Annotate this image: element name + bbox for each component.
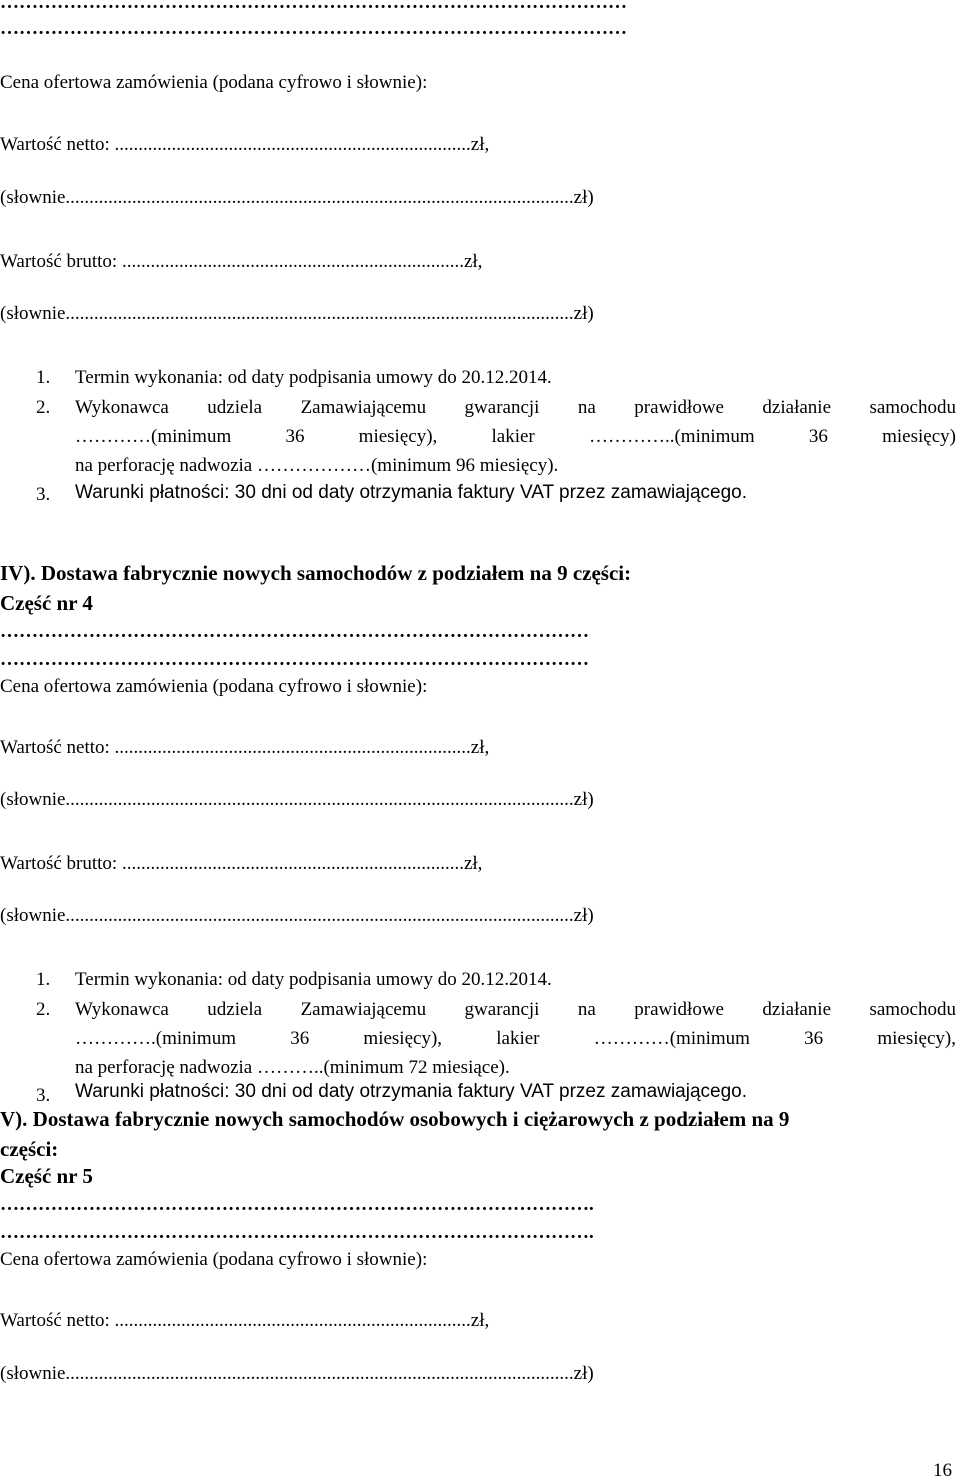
- item-warranty-line-2: …………(minimum 36 miesięcy), lakier …………..(minimum 36 miesięcy): [75, 426, 956, 447]
- section-5-part-title: Część nr 5: [0, 1164, 93, 1188]
- net-value-line: Wartość netto: ...........................................................................zł,: [0, 134, 490, 155]
- item-number: 3.: [36, 1085, 51, 1106]
- price-heading: Cena ofertowa zamówienia (podana cyfrowo i słownie):: [0, 1249, 428, 1270]
- page-number: 16: [933, 1460, 952, 1481]
- section-4-dotted-line-2: …………………………………………………………………………………: [0, 649, 589, 670]
- section-4-heading: IV). Dostawa fabrycznie nowych samochodów z podziałem na 9 części:: [0, 561, 632, 585]
- section-5-heading: V). Dostawa fabrycznie nowych samochodów osobowych i ciężarowych z podziałem na 9: [0, 1107, 790, 1131]
- gross-value-words-line: (słownie...........................................................................................................zł): [0, 303, 594, 324]
- net-value-words-line: (słownie...........................................................................................................zł): [0, 187, 594, 208]
- net-value-words-line: (słownie...........................................................................................................zł): [0, 1363, 594, 1384]
- section-4-dotted-line-1: …………………………………………………………………………………: [0, 621, 589, 642]
- section-4-part-title: Część nr 4: [0, 591, 93, 615]
- top-dotted-line-1: ………………………………………………………………………………………: [0, 0, 627, 13]
- price-heading: Cena ofertowa zamówienia (podana cyfrowo i słownie):: [0, 676, 428, 697]
- item-deadline: Termin wykonania: od daty podpisania umowy do 20.12.2014.: [75, 969, 552, 990]
- item-number: 1.: [36, 367, 51, 388]
- item-payment-terms: Warunki płatności: 30 dni od daty otrzymania faktury VAT przez zamawiającego.: [75, 482, 747, 503]
- item-number: 2.: [36, 397, 51, 418]
- net-value-line: Wartość netto: ...........................................................................zł,: [0, 737, 490, 758]
- top-dotted-line-2: ………………………………………………………………………………………: [0, 18, 627, 39]
- net-value-words-line: (słownie...........................................................................................................zł): [0, 789, 594, 810]
- item-warranty-line-2: ………….(minimum 36 miesięcy), lakier …………(minimum 36 miesięcy),: [75, 1028, 956, 1049]
- gross-value-line: Wartość brutto: ........................................................................zł,: [0, 251, 483, 272]
- gross-value-line: Wartość brutto: ........................................................................zł,: [0, 853, 483, 874]
- price-heading: Cena ofertowa zamówienia (podana cyfrowo i słownie):: [0, 72, 428, 93]
- section-5-dotted-line-2: ………………………………………………………………………………….: [0, 1222, 594, 1243]
- net-value-line: Wartość netto: ...........................................................................zł,: [0, 1310, 490, 1331]
- item-payment-terms: Warunki płatności: 30 dni od daty otrzymania faktury VAT przez zamawiającego.: [75, 1081, 747, 1102]
- item-warranty-line-1: Wykonawca udziela Zamawiającemu gwarancji na prawidłowe działanie samochodu: [75, 999, 956, 1020]
- item-number: 2.: [36, 999, 51, 1020]
- gross-value-words-line: (słownie...........................................................................................................zł): [0, 905, 594, 926]
- item-warranty-line-3: na perforację nadwozia ………..(minimum 72 miesiące).: [75, 1057, 510, 1078]
- item-warranty-line-3: na perforację nadwozia ………………(minimum 96 miesięcy).: [75, 455, 559, 476]
- section-5-heading-continuation: części:: [0, 1137, 59, 1161]
- item-warranty-line-1: Wykonawca udziela Zamawiającemu gwarancji na prawidłowe działanie samochodu: [75, 397, 956, 418]
- section-5-dotted-line-1: ………………………………………………………………………………….: [0, 1194, 594, 1215]
- item-number: 1.: [36, 969, 51, 990]
- item-deadline: Termin wykonania: od daty podpisania umowy do 20.12.2014.: [75, 367, 552, 388]
- item-number: 3.: [36, 484, 51, 505]
